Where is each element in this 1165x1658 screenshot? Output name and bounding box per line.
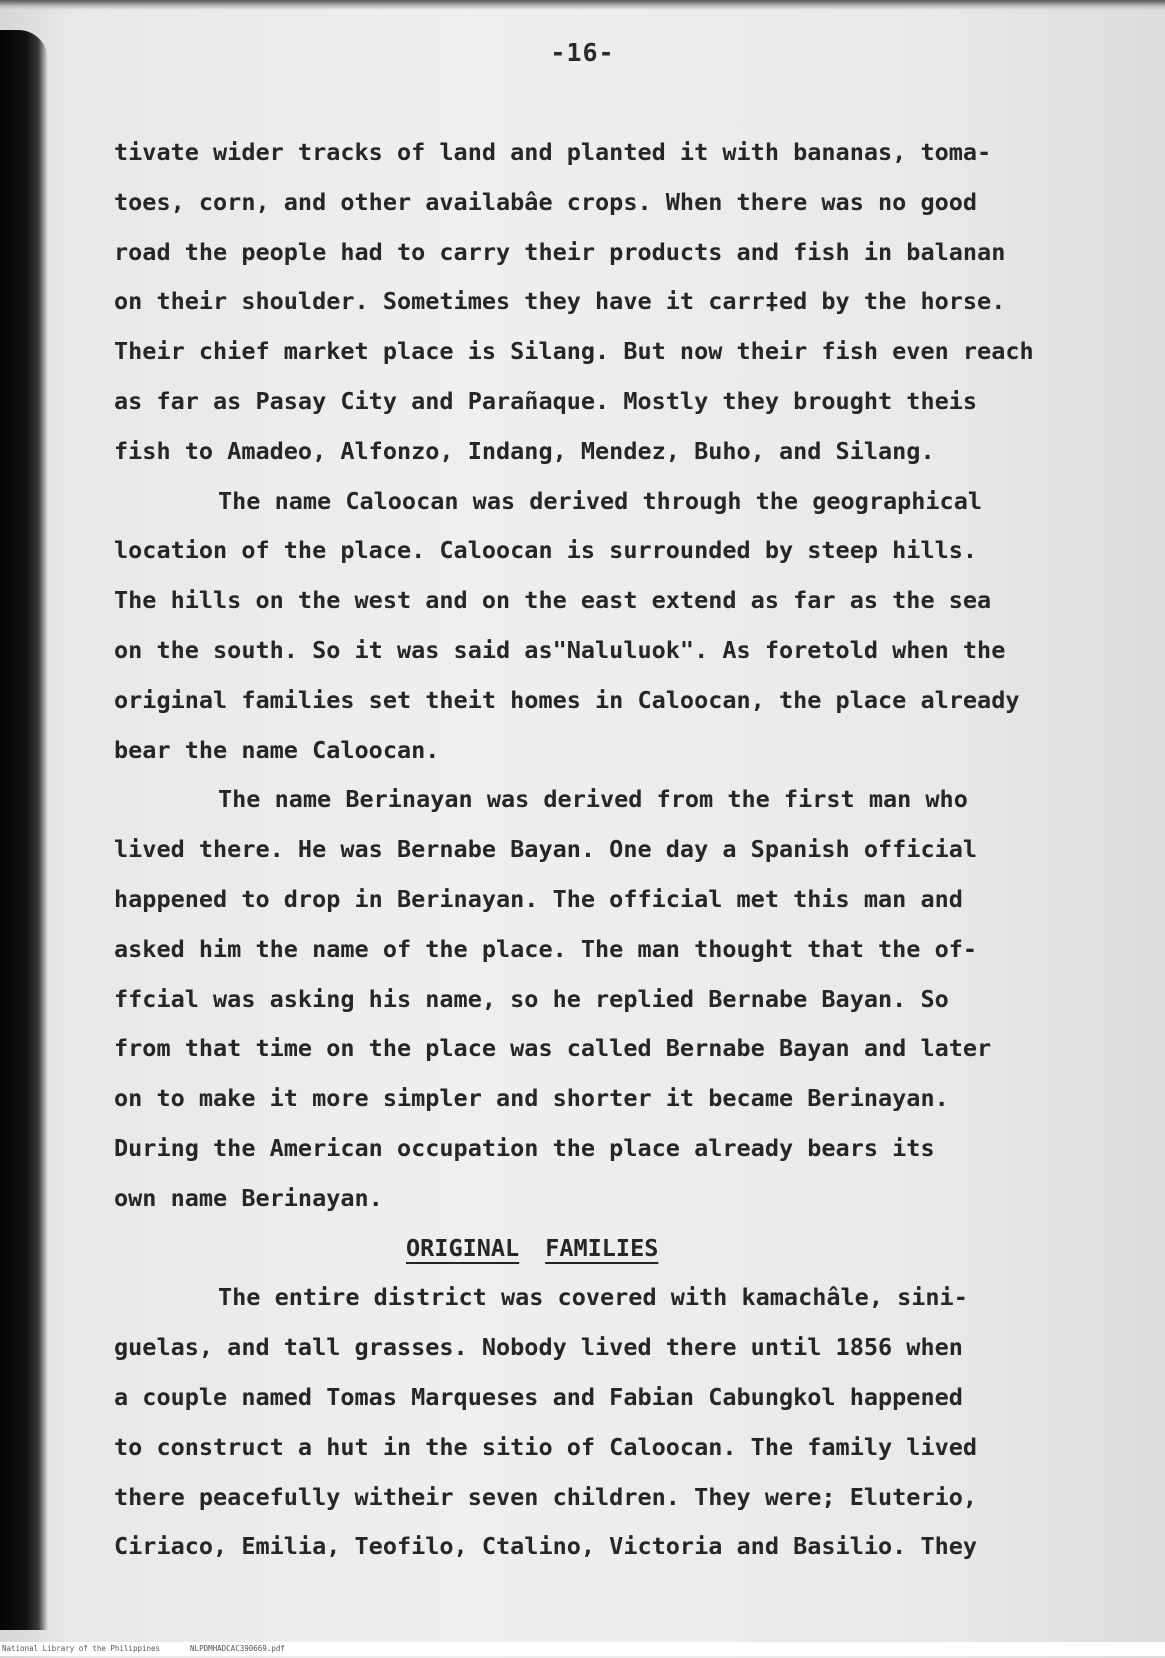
text-line: on to make it more simpler and shorter it became Berinayan. (114, 1084, 949, 1113)
file-name: NLPDMHADCAC390669.pdf (190, 1644, 285, 1653)
text-line: ffcial was asking his name, so he replied Bernabe Bayan. So (114, 984, 949, 1013)
text-line: The name Berinayan was derived from the first man who (218, 785, 968, 814)
text-line: location of the place. Caloocan is surrounded by steep hills. (114, 536, 978, 565)
page-number: -16- (550, 38, 615, 67)
text-line: road the people had to carry their products and fish in balanan (114, 237, 1006, 266)
text-line: lived there. He was Bernabe Bayan. One day a Spanish official (114, 835, 978, 864)
scan-footer (0, 1642, 1165, 1656)
text-line: guelas, and tall grasses. Nobody lived there until 1856 when (114, 1333, 963, 1362)
text-line: toes, corn, and other availabâe crops. When there was no good (114, 187, 978, 216)
text-line: Their chief market place is Silang. But now their fish even reach (114, 337, 1034, 366)
heading-word: ORIGINAL (406, 1233, 520, 1262)
document-body (114, 128, 1124, 1572)
text-line: there peacefully witheir seven children. They were; Eluterio, (114, 1482, 978, 1511)
paragraph-berinayan-name (114, 775, 1124, 1223)
text-line: to construct a hut in the sitio of Caloocan. The family lived (114, 1432, 978, 1461)
text-line: Ciriaco, Emilia, Teofilo, Ctalino, Victoria and Basilio. They (114, 1532, 978, 1561)
text-line: a couple named Tomas Marqueses and Fabian Cabungkol happened (114, 1382, 963, 1411)
page-top-edge (0, 0, 1165, 10)
text-line: The entire district was covered with kamachâle, sini- (218, 1283, 968, 1312)
text-line: fish to Amadeo, Alfonzo, Indang, Mendez, Buho, and Silang. (114, 436, 935, 465)
paragraph-caloocan-name (114, 477, 1124, 776)
text-line: on the south. So it was said as"Naluluok". As foretold when the (114, 635, 1006, 664)
text-line: as far as Pasay City and Parañaque. Mostly they brought theis (114, 386, 978, 415)
text-line: asked him the name of the place. The man thought that the of- (114, 934, 978, 963)
text-line: During the American occupation the place already bears its (114, 1133, 935, 1162)
text-line: bear the name Caloocan. (114, 735, 440, 764)
text-line: from that time on the place was called Bernabe Bayan and later (114, 1034, 992, 1063)
text-line: tivate wider tracks of land and planted it with bananas, toma- (114, 138, 992, 166)
paragraph-trade (114, 128, 1124, 477)
text-line: The hills on the west and on the east extend as far as the sea (114, 586, 992, 615)
text-line: own name Berinayan. (114, 1183, 383, 1212)
text-line: happened to drop in Berinayan. The official met this man and (114, 884, 963, 913)
heading-word: FAMILIES (545, 1233, 659, 1262)
library-credit: National Library of the Philippines (2, 1644, 161, 1653)
section-heading (114, 1224, 1124, 1274)
text-line: on their shoulder. Sometimes they have it carr‡ed by the horse. (114, 287, 1006, 316)
text-line: original families set theit homes in Caloocan, the place already (114, 685, 1020, 714)
paragraph-original-families (114, 1273, 1124, 1572)
binding-shadow (0, 30, 48, 1630)
text-line: The name Caloocan was derived through the geographical (218, 486, 983, 515)
